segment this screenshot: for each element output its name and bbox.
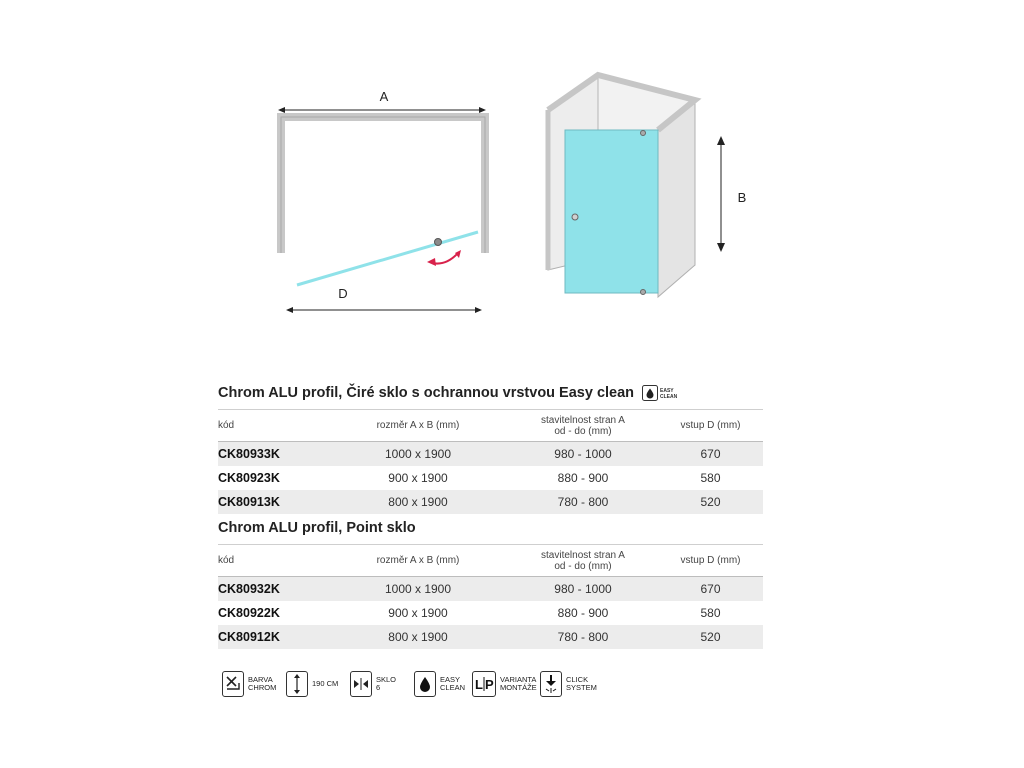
entry-width: 670 <box>658 442 763 467</box>
feature-icons-bar <box>222 670 642 700</box>
table-row <box>218 577 763 602</box>
easy-clean-badge-icon <box>642 385 678 401</box>
adjust-range: 880 - 900 <box>557 606 609 620</box>
table-row <box>218 490 763 514</box>
product-code: CK80932K <box>218 577 328 602</box>
feature-easy-clean: EASY CLEAN <box>414 670 465 698</box>
perspective-view <box>548 75 746 297</box>
glass-door <box>565 130 658 293</box>
table-row <box>218 625 763 649</box>
svg-text:CLEAN: CLEAN <box>660 394 678 401</box>
height-arrows-icon <box>286 671 308 697</box>
table-1-title: Chrom ALU profil, Čiré sklo s ochrannou vrstvou Easy clean EASY CLEAN <box>218 385 678 401</box>
svg-text:L: L <box>475 677 483 692</box>
svg-text:P: P <box>485 677 494 692</box>
table-2-title: Chrom ALU profil, Point sklo <box>218 520 416 536</box>
product-code: CK80922K <box>218 606 280 620</box>
hinge-point <box>435 239 442 246</box>
feature-glass: SKLO 6 <box>350 670 396 698</box>
col-rozmer: rozměr A x B (mm) <box>328 545 508 577</box>
adjust-range: 780 - 800 <box>508 490 658 514</box>
color-palette-icon <box>222 671 244 697</box>
size: 800 x 1900 <box>328 625 508 649</box>
adjust-range: 880 - 900 <box>557 471 609 485</box>
entry-width: 580 <box>700 471 721 485</box>
table-header-row <box>218 410 763 442</box>
feature-click-system: CLICK SYSTEM <box>540 670 597 698</box>
table-row <box>218 442 763 467</box>
dimension-b-label: B <box>737 190 747 205</box>
col-kod: kód <box>218 545 328 577</box>
col-stavitelnost: stavitelnost stran A od - do (mm) <box>508 410 658 442</box>
size: 800 x 1900 <box>328 490 508 514</box>
door-handle <box>572 214 578 220</box>
feature-color: BARVA CHROM <box>222 670 276 698</box>
product-code: CK80913K <box>218 490 328 514</box>
size: 1000 x 1900 <box>328 442 508 467</box>
col-vstup: vstup D (mm) <box>658 545 763 577</box>
size: 900 x 1900 <box>388 606 448 620</box>
dimension-d-label: D <box>338 286 348 301</box>
swing-arrow-icon <box>432 253 458 264</box>
table-row <box>218 601 763 625</box>
left-right-icon <box>472 671 496 697</box>
plan-view <box>278 89 486 313</box>
product-code: CK80923K <box>218 471 280 485</box>
shower-door-diagram <box>0 0 1024 340</box>
size: 1000 x 1900 <box>328 577 508 602</box>
adjust-range: 780 - 800 <box>508 625 658 649</box>
product-code: CK80912K <box>218 625 328 649</box>
table-header-row <box>218 545 763 577</box>
adjust-range: 980 - 1000 <box>508 442 658 467</box>
adjust-range: 980 - 1000 <box>508 577 658 602</box>
col-stavitelnost: stavitelnost stran A od - do (mm) <box>508 545 658 577</box>
svg-text:EASY: EASY <box>660 388 674 395</box>
entry-width: 520 <box>658 490 763 514</box>
water-drop-icon <box>414 671 436 697</box>
dimension-a-label: A <box>379 89 389 104</box>
feature-height: 190 CM <box>286 670 338 698</box>
size: 900 x 1900 <box>388 471 448 485</box>
entry-width: 670 <box>658 577 763 602</box>
glass-thickness-icon <box>350 671 372 697</box>
feature-mounting: L P VARIANTA MONTÁŽE <box>472 670 537 698</box>
table-row <box>218 466 763 490</box>
spec-table-point <box>218 544 763 649</box>
product-code: CK80933K <box>218 442 328 467</box>
col-kod: kód <box>218 410 328 442</box>
col-rozmer: rozměr A x B (mm) <box>328 410 508 442</box>
click-system-icon <box>540 671 562 697</box>
spec-table-easy-clean <box>218 409 763 514</box>
entry-width: 580 <box>700 606 721 620</box>
entry-width: 520 <box>658 625 763 649</box>
col-vstup: vstup D (mm) <box>658 410 763 442</box>
